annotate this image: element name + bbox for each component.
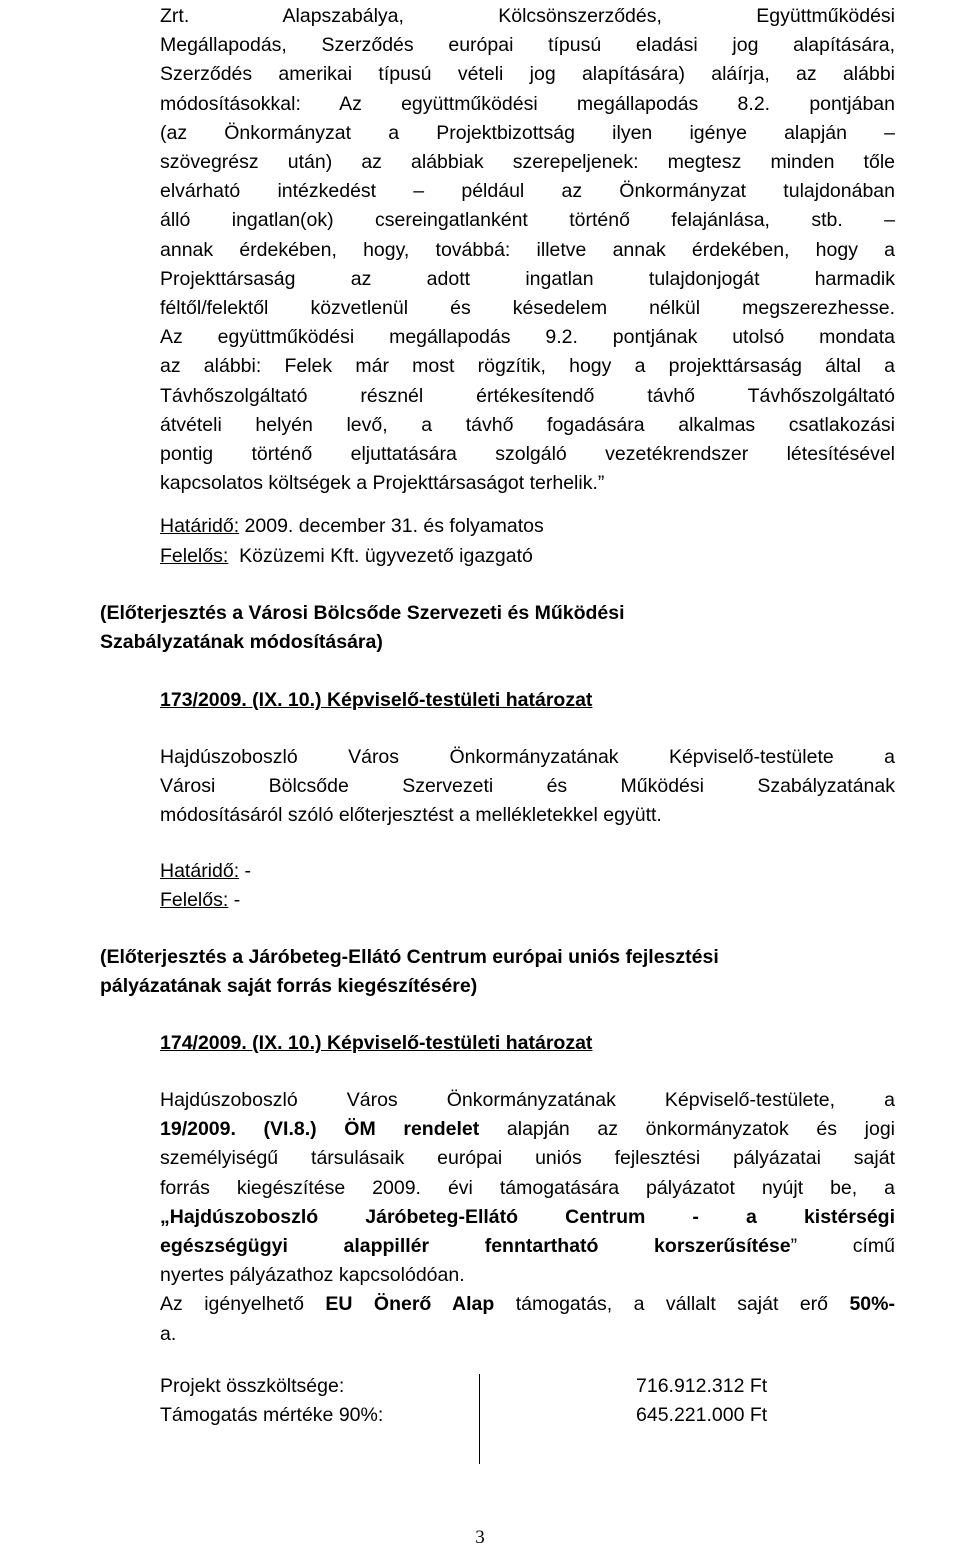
paragraph-line: Szerződés amerikai típusú vételi jog alapítására) aláírja, az alábbi (160, 63, 895, 86)
paragraph-line: Hajdúszoboszló Város Önkormányzatának Képviselő-testülete a (160, 746, 895, 768)
resolution-title: 173/2009. (IX. 10.) Képviselő-testületi határozat (160, 689, 593, 711)
deadline-value: 2009. december 31. és folyamatos (244, 515, 544, 537)
responsible-label: Felelős: (160, 889, 229, 911)
responsible-value: Közüzemi Kft. ügyvezető igazgató (239, 545, 533, 567)
paragraph-line: nyertes pályázathoz kapcsolódóan. (160, 1264, 465, 1287)
paragraph-line (160, 1232, 895, 1261)
deadline-row (160, 857, 251, 886)
paragraph-line: forrás kiegészítése 2009. évi támogatására pályázatot nyújt be, a (160, 1176, 895, 1199)
project-title-line: „Hajdúszoboszló Járóbeteg-Ellátó Centrum - a kistérségi (160, 1205, 895, 1228)
paragraph-line: módosításokkal: Az együttműködési megállapodás 8.2. pontjában (160, 92, 895, 115)
paragraph-line: módosításáról szóló előterjesztést a mellékletekkel együtt. (160, 804, 662, 827)
paragraph-line: féltől/felektől közvetlenül és késedelem nélkül megszerezhesse. (160, 297, 895, 320)
text-run: támogatás, a vállalt saját erő (494, 1293, 850, 1316)
cost-label: Támogatás mértéke 90%: (160, 1404, 384, 1427)
intro-paragraph (160, 2, 895, 498)
paragraph-line: pontig történő eljuttatására szolgáló vezetékrendszer létesítésével (160, 443, 895, 466)
paragraph-line: Távhőszolgáltató résznél értékesítendő távhő Távhőszolgáltató (160, 384, 895, 407)
deadline-row (160, 512, 544, 541)
percentage: 50%- (849, 1293, 895, 1316)
cost-value: 645.221.000 Ft (636, 1404, 768, 1427)
paragraph-line: (az Önkormányzat a Projektbizottság ilyen igénye alapján – (160, 121, 895, 144)
section-heading (100, 599, 900, 657)
paragraph-line: elvárható intézkedést – például az Önkormányzat tulajdonában (160, 180, 895, 203)
heading-line: pályázatának saját forrás kiegészítésére) (100, 975, 478, 998)
page-number: 3 (475, 1527, 485, 1548)
section-heading (100, 943, 900, 1001)
paragraph-line: Megállapodás, Szerződés európai típusú eladási jog alapítására, (160, 34, 895, 57)
cost-table (160, 1372, 820, 1459)
paragraph-line: az alábbi: Felek már most rögzítik, hogy a projekttársaság által a (160, 355, 895, 378)
responsible-row (160, 886, 240, 915)
responsible-row (160, 542, 533, 571)
table-divider (479, 1374, 480, 1464)
paragraph-line: Hajdúszoboszló Város Önkormányzatának Képviselő-testülete, a (160, 1089, 895, 1111)
cost-label: Projekt összköltsége: (160, 1375, 345, 1397)
paragraph-line: személyiségű társulásaik európai uniós fejlesztési pályázatai saját (160, 1147, 895, 1170)
deadline-value: - (244, 860, 252, 882)
text-run: alapján az önkormányzatok és jogi (479, 1118, 895, 1141)
paragraph-line (160, 1115, 895, 1144)
deadline-label: Határidő: (160, 515, 240, 537)
decree-reference: 19/2009. (VI.8.) ÖM rendelet (160, 1118, 480, 1141)
paragraph-line: Projekttársaság az adott ingatlan tulajdonjogát harmadik (160, 267, 895, 290)
project-title-part: egészségügyi alappillér fenntartható korszerűsítése (160, 1235, 791, 1258)
resolution-body (160, 1086, 895, 1349)
heading-line: (Előterjesztés a Járóbeteg-Ellátó Centrum európai uniós fejlesztési (100, 946, 719, 968)
paragraph-line: Városi Bölcsőde Szervezeti és Működési Szabályzatának (160, 775, 895, 798)
deadline-label: Határidő: (160, 860, 240, 882)
resolution-title: 174/2009. (IX. 10.) Képviselő-testületi határozat (160, 1032, 593, 1054)
responsible-value: - (233, 889, 241, 911)
cost-value: 716.912.312 Ft (636, 1375, 768, 1397)
paragraph-line (160, 1290, 895, 1319)
paragraph-line: átvételi helyén levő, a távhő fogadására alkalmas csatlakozási (160, 413, 895, 436)
table-row (160, 1372, 820, 1401)
paragraph-line: kapcsolatos költségek a Projekttársaságot terhelik.” (160, 472, 605, 495)
table-row (160, 1401, 820, 1459)
paragraph-line: Zrt. Alapszabálya, Kölcsönszerződés, Együttműködési (160, 5, 895, 27)
responsible-label: Felelős: (160, 545, 229, 567)
heading-line: (Előterjesztés a Városi Bölcsőde Szervezeti és Működési (100, 602, 625, 624)
text-run: ” című (790, 1235, 895, 1258)
fund-name: EU Önerő Alap (325, 1293, 495, 1316)
text-run: Az igényelhető (160, 1293, 326, 1316)
paragraph-line: álló ingatlan(ok) csereingatlanként történő felajánlása, stb. – (160, 209, 895, 232)
heading-line: Szabályzatának módosítására) (100, 631, 383, 654)
resolution-body (160, 743, 895, 831)
paragraph-line: szövegrész után) az alábbiak szerepeljenek: megtesz minden tőle (160, 151, 895, 174)
paragraph-line: annak érdekében, hogy, továbbá: illetve annak érdekében, hogy a (160, 238, 895, 261)
paragraph-line: a. (160, 1322, 177, 1345)
paragraph-line: Az együttműködési megállapodás 9.2. pontjának utolsó mondata (160, 326, 895, 349)
